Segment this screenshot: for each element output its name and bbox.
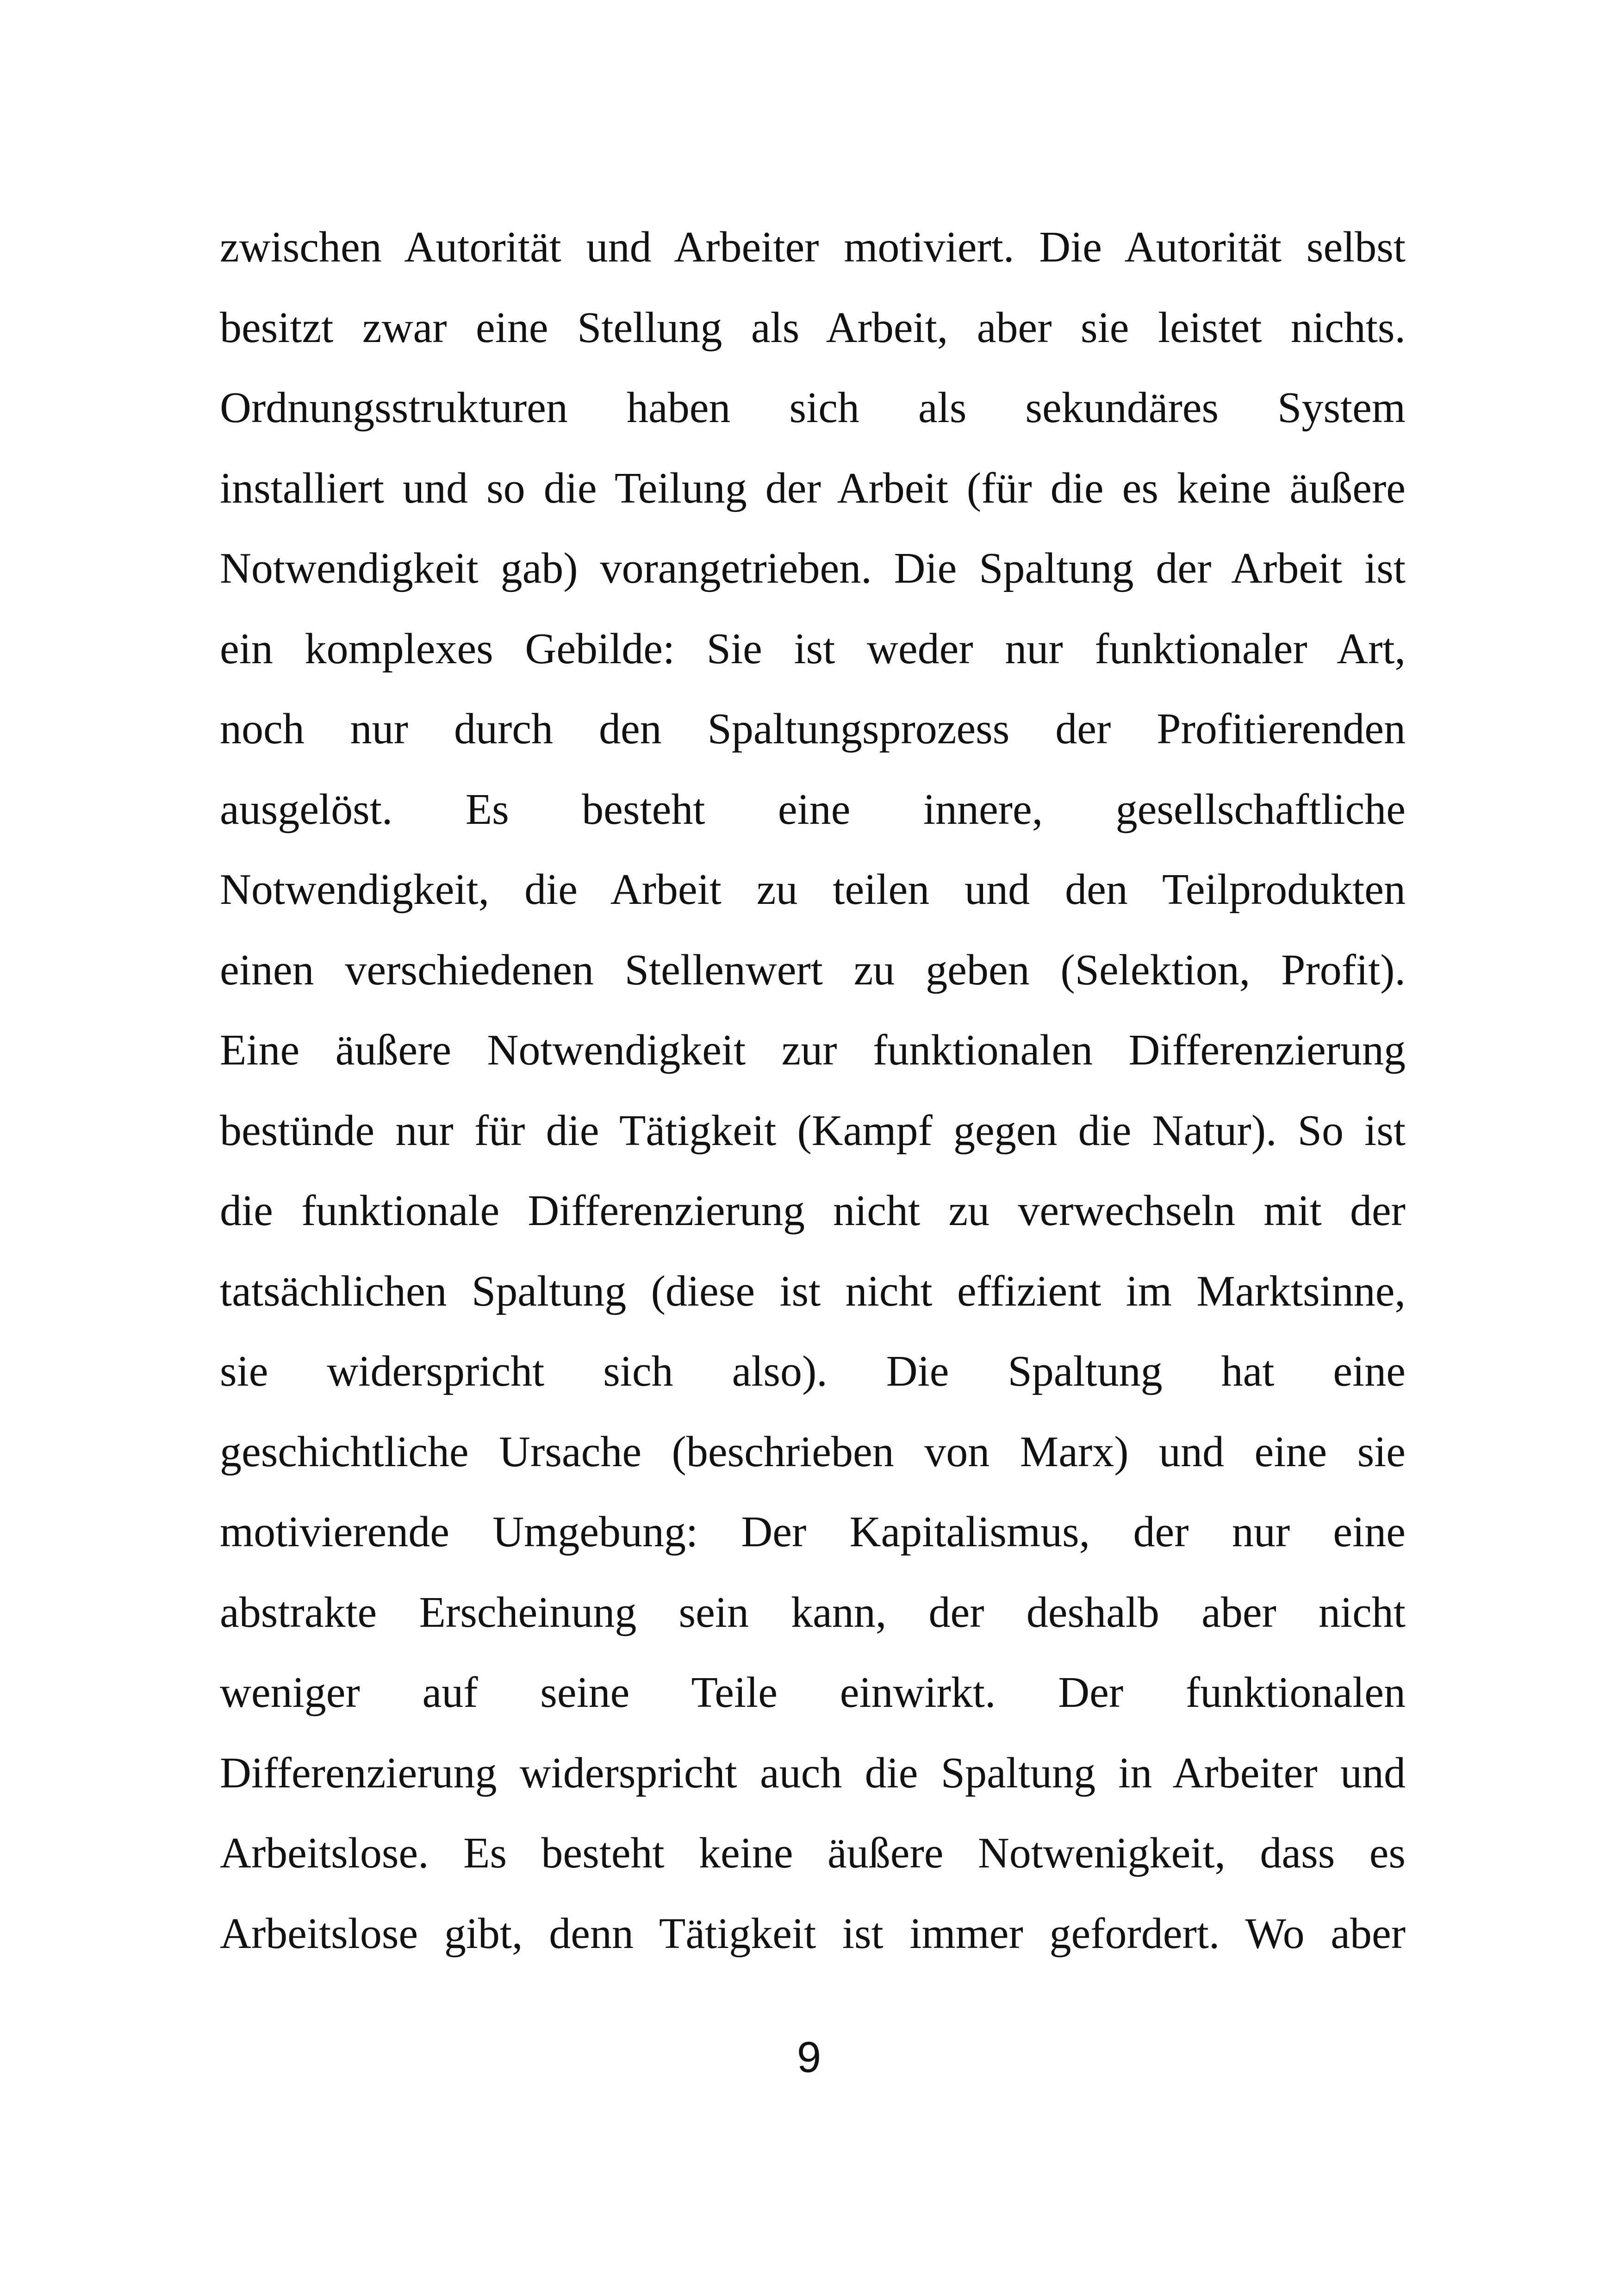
text-line: Notwendigkeit gab) vorangetrieben. Die Spaltung der Arbeit ist bbox=[220, 544, 1406, 592]
text-line: installiert und so die Teilung der Arbeit (für die es keine äußere bbox=[220, 464, 1406, 512]
text-line: Arbeitslose gibt, denn Tätigkeit ist immer gefordert. Wo aber bbox=[220, 1909, 1406, 1958]
text-line: zwischen Autorität und Arbeiter motiviert. Die Autorität selbst bbox=[220, 223, 1406, 271]
text-line: abstrakte Erscheinung sein kann, der deshalb aber nicht bbox=[220, 1588, 1406, 1636]
page-number: 9 bbox=[797, 2033, 821, 2081]
text-line: sie widerspricht sich also). Die Spaltung hat eine bbox=[220, 1347, 1406, 1395]
text-line: die funktionale Differenzierung nicht zu verwechseln mit der bbox=[220, 1187, 1406, 1235]
text-line: noch nur durch den Spaltungsprozess der Profitierenden bbox=[220, 705, 1406, 753]
text-line: bestünde nur für die Tätigkeit (Kampf gegen die Natur). So ist bbox=[220, 1106, 1406, 1155]
body-paragraph bbox=[220, 213, 1406, 1979]
text-line: ein komplexes Gebilde: Sie ist weder nur funktionaler Art, bbox=[220, 624, 1406, 673]
text-line: Arbeitslose. Es besteht keine äußere Notwenigkeit, dass es bbox=[220, 1829, 1406, 1877]
text-line: Notwendigkeit, die Arbeit zu teilen und den Teilprodukten bbox=[220, 865, 1406, 914]
text-line: besitzt zwar eine Stellung als Arbeit, aber sie leistet nichts. bbox=[220, 303, 1406, 352]
text-line: Eine äußere Notwendigkeit zur funktionalen Differenzierung bbox=[220, 1026, 1406, 1074]
text-line: tatsächlichen Spaltung (diese ist nicht effizient im Marktsinne, bbox=[220, 1267, 1406, 1315]
text-line: Ordnungsstrukturen haben sich als sekundäres System bbox=[220, 384, 1406, 432]
text-line: weniger auf seine Teile einwirkt. Der funktionalen bbox=[220, 1668, 1406, 1717]
text-line: Differenzierung widerspricht auch die Spaltung in Arbeiter und bbox=[220, 1748, 1406, 1797]
text-line: ausgelöst. Es besteht eine innere, gesellschaftliche bbox=[220, 785, 1406, 834]
text-line: geschichtliche Ursache (beschrieben von Marx) und eine sie bbox=[220, 1427, 1406, 1476]
text-line: einen verschiedenen Stellenwert zu geben (Selektion, Profit). bbox=[220, 946, 1406, 994]
text-line: motivierende Umgebung: Der Kapitalismus, der nur eine bbox=[220, 1508, 1406, 1556]
